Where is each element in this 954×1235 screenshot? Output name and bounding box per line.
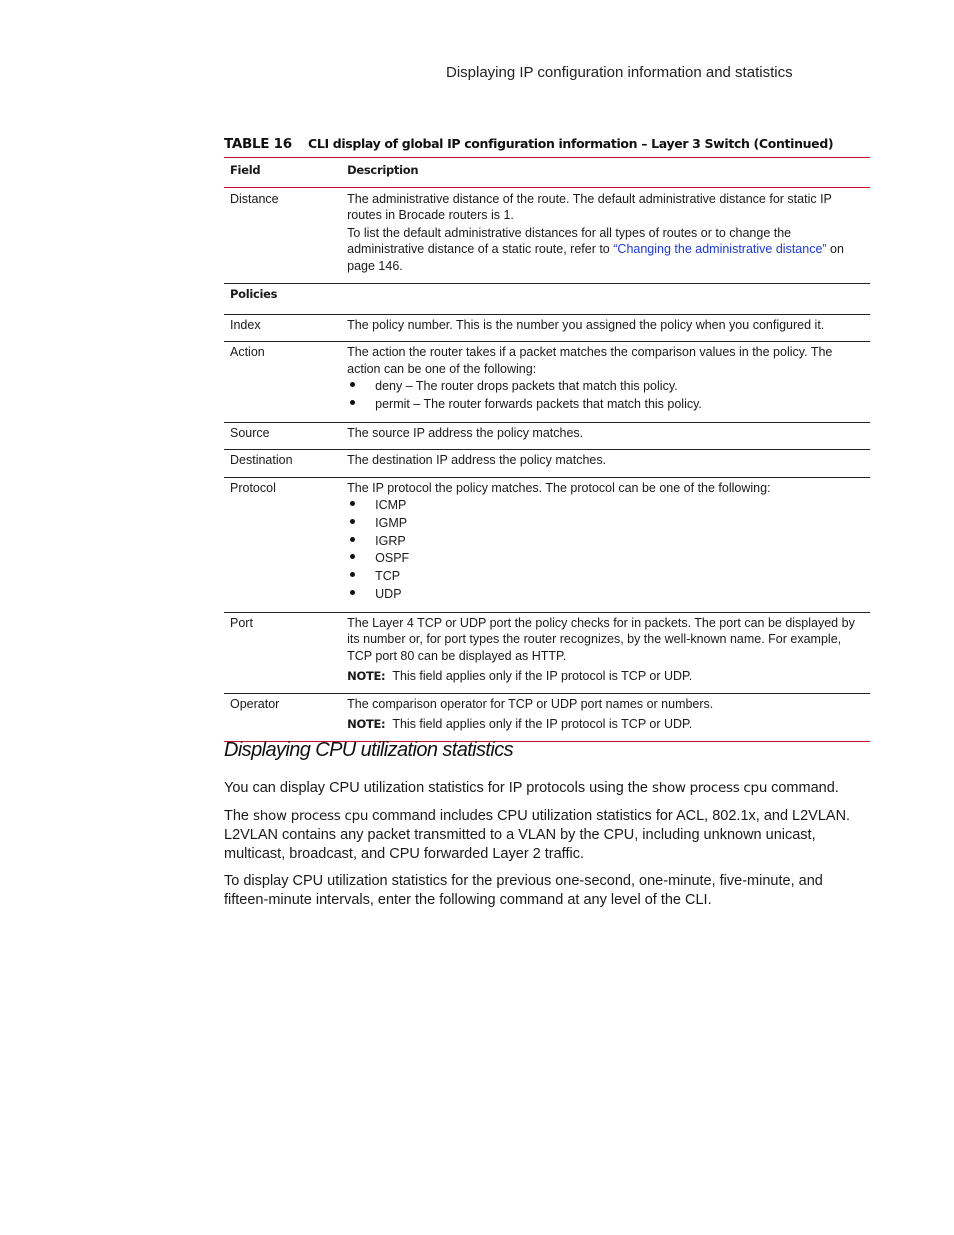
description-distance [347, 187, 870, 284]
list-item: OSPF [347, 550, 866, 568]
description-action [347, 342, 870, 423]
column-header-description: Description [347, 163, 419, 177]
distance-desc-p2-text: To list the default administrative distances for all types of routes or to change the administrative distance of a static route, refer to [347, 225, 792, 256]
list-item: TCP [347, 568, 866, 586]
note-text: This field applies only if the IP protocol is TCP or UDP. [392, 717, 693, 732]
section-heading: Displaying CPU utilization statistics [224, 739, 514, 761]
table-title: CLI display of global IP configuration information – Layer 3 Switch (Continued) [308, 136, 834, 151]
list-item: IGRP [347, 533, 866, 551]
section-row-policies [224, 284, 870, 315]
description-protocol [347, 477, 870, 612]
para2-text: The [224, 808, 254, 824]
port-desc: The Layer 4 TCP or UDP port the policy checks for in packets. The port can be displayed by its number or, for port types the router recognizes, by the well-known name. For example, TCP port 80 can be displayed as HTTP. [347, 615, 855, 663]
table-header-row [224, 158, 870, 187]
table-row [224, 187, 870, 284]
field-destination: Destination [230, 453, 293, 468]
field-action: Action [230, 345, 265, 359]
para3-text: To display CPU utilization statistics for the previous one-second, one-minute, five-minute, and fifteen-minute intervals, enter the following command at any level of the CLI. [224, 873, 823, 908]
list-item: IGMP [347, 515, 866, 533]
description-port [347, 612, 870, 693]
operator-note [347, 716, 866, 733]
fields-table [224, 158, 870, 742]
section-empty-cell [347, 284, 870, 315]
field-operator: Operator [230, 696, 280, 711]
field-protocol: Protocol [230, 480, 276, 495]
paragraph-description [224, 807, 870, 864]
column-header-field: Field [230, 163, 261, 177]
distance-desc-p1: The administrative distance of the route. The default administrative distance for static IP routes in Brocade routers is 1. [347, 191, 832, 222]
distance-desc-p2 [347, 225, 866, 275]
note-label: NOTE: [347, 669, 386, 684]
table-row [224, 450, 870, 478]
operator-desc: The comparison operator for TCP or UDP port names or numbers. [347, 696, 714, 711]
field-distance: Distance [230, 191, 279, 206]
list-item: deny – The router drops packets that match this policy. [347, 378, 866, 396]
section-label-policies: Policies [230, 287, 278, 301]
table-row [224, 477, 870, 612]
para2-tail: command includes CPU utilization statistics for ACL, 802.1x, and L2VLAN. L2VLAN contains any packet transmitted to a VLAN by the CPU, including unknown unicast, multicast, broadcast, and CPU forwarded Layer 2 traffic. [224, 808, 851, 862]
protocol-options-list [347, 497, 866, 604]
para1-tail: command. [767, 780, 839, 796]
port-note [347, 668, 866, 685]
note-text: This field applies only if the IP protocol is TCP or UDP. [392, 669, 693, 684]
para1-text: You can display CPU utilization statistics for IP protocols using the [224, 780, 652, 796]
protocol-desc: The IP protocol the policy matches. The protocol can be one of the following: [347, 480, 771, 495]
xref-link-administrative-distance[interactable]: “Changing the administrative distance” [613, 242, 827, 256]
description-operator [347, 693, 870, 741]
list-item: permit – The router forwards packets that match this policy. [347, 396, 866, 414]
table-row [224, 314, 870, 342]
table-row [224, 342, 870, 423]
ip-config-table [224, 157, 870, 742]
description-index: The policy number. This is the number you assigned the policy when you configured it. [347, 317, 825, 332]
note-label: NOTE: [347, 717, 386, 732]
field-port: Port [230, 615, 253, 630]
command-show-process-cpu: show process cpu [651, 780, 768, 796]
description-destination: The destination IP address the policy matches. [347, 453, 607, 468]
field-index: Index [230, 317, 261, 332]
description-source: The source IP address the policy matches. [347, 425, 584, 440]
table-row [224, 693, 870, 741]
paragraph-intro [224, 779, 870, 798]
list-item: ICMP [347, 497, 866, 515]
list-item: UDP [347, 586, 866, 604]
paragraph-instructions [224, 872, 870, 910]
table-row [224, 612, 870, 693]
action-options-list [347, 378, 866, 414]
distance-desc-p2-tail: on page 146. [347, 242, 844, 273]
running-header: Displaying IP configuration information and statistics [446, 64, 793, 81]
field-source: Source [230, 425, 270, 440]
action-desc: The action the router takes if a packet matches the comparison values in the policy. The action can be one of the following: [347, 345, 833, 376]
table-row [224, 422, 870, 450]
command-show-process-cpu: show process cpu [253, 808, 369, 824]
table-number: TABLE 16 [224, 136, 292, 152]
table-caption [224, 136, 870, 156]
